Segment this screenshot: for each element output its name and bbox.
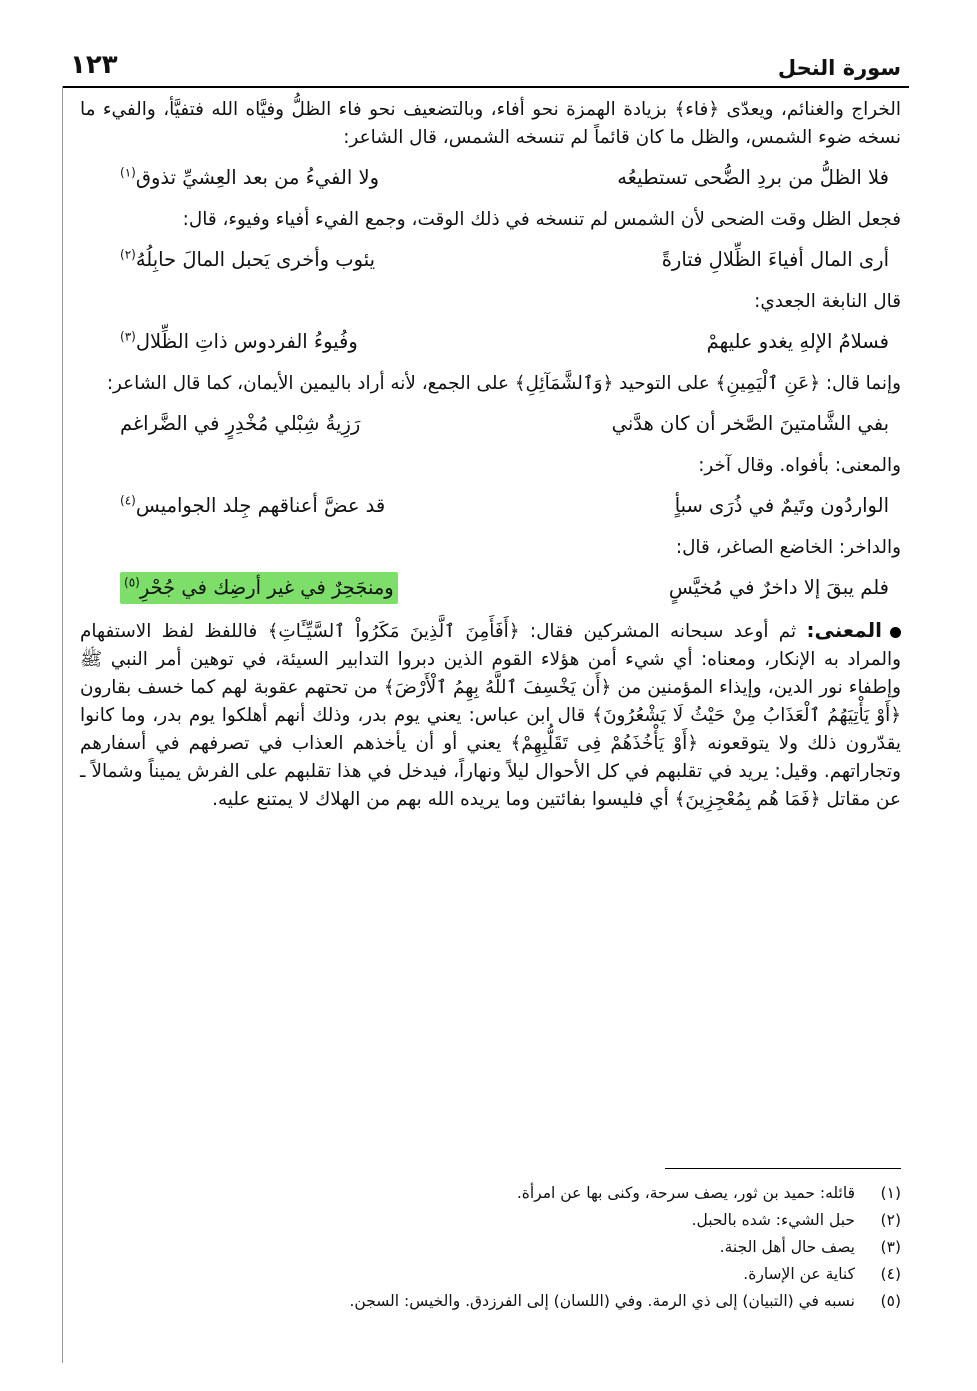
poem-hemistich-left: قد عضَّ أعناقهم جِلد الجواميس$^{(٤)}$ (120, 493, 386, 517)
poem-verse (80, 326, 901, 358)
footnote-text: يصف حال أهل الجنة. (719, 1238, 855, 1256)
footnote-marker[interactable]: (٣) (120, 329, 136, 344)
footnote (80, 1288, 901, 1315)
footnote-text: كناية عن الإسارة. (743, 1265, 855, 1283)
section-term: المعنى: (806, 618, 882, 642)
poem-hemistich-right: أرى المال أفياءَ الظِّلالِ فتارةً (661, 248, 889, 271)
footnote-marker[interactable]: (٢) (120, 247, 136, 262)
poem-verse (80, 490, 901, 522)
highlighted-text[interactable]: ومنجَحِرٌ في غير أرضِك في جُحْرِ$^{(٥)}$ (120, 572, 398, 604)
footnote (80, 1261, 901, 1288)
poem-verse (80, 162, 901, 194)
footnote-text: نسبه في (التبيان) إلى ذي الرمة. وفي (اللسان) إلى الفرزدق. والخيس: السجن. (349, 1292, 855, 1310)
bullet-icon (890, 627, 901, 638)
footnote-number: (٤) (880, 1265, 901, 1283)
footnote-marker[interactable]: (٥) (124, 575, 140, 590)
paragraph: الخراج والغنائم، ويعدّى ﴿فاء﴾ بزيادة الهمزة نحو أفاء، وبالتضعيف نحو فاء الظلُّ وفيَّاه الله فتفيَّأ، والفيء ما نسخه ضوء الشمس، والظل ما كان قائماً لم تنسخه الشمس، قال الشاعر: (80, 99, 901, 148)
footnote (80, 1180, 901, 1207)
poem-hemistich-right: فلا الظلُّ من بردِ الضُّحى تستطيعُه (617, 166, 889, 189)
surah-title: سورة النحل (777, 56, 901, 80)
poem-hemistich-right: الواردُون وتَيمٌ في ذُرَى سبأٍ (674, 494, 889, 517)
margin-line (62, 86, 63, 1363)
footnote-marker[interactable]: (١) (120, 165, 136, 180)
paragraph: والمعنى: بأفواه. وقال آخر: (698, 455, 901, 476)
meaning-paragraph (80, 616, 901, 814)
page-number: ١٢٣ (70, 50, 118, 80)
footnote-number: (٢) (880, 1211, 901, 1229)
paragraph: والداخر: الخاضع الصاغر، قال: (675, 537, 901, 558)
footnote-divider (665, 1168, 901, 1169)
meaning-text: ثم أوعد سبحانه المشركين فقال: ﴿أَفَأَمِنَ ٱلَّذِينَ مَكَرُواْ ٱلسَّيِّـَٔاتِ﴾ فاللفظ لفظ الاستفهام والمراد به الإنكار، ومعناه: أي شيء أمن هؤلاء القوم الذين دبروا التدابير السيئة، في توهين أمر النبي ﷺ وإطفاء نور الدين، وإيذاء المؤمنين من ﴿أَن يَخْسِفَ ٱللَّهُ بِهِمُ ٱلْأَرْضَ﴾ من تحتهم عقوبة لهم كما خسف بقارون ﴿أَوْ يَأْتِيَهُمُ ٱلْعَذَابُ مِنْ حَيْثُ لَا يَشْعُرُونَ﴾ قال ابن عباس: يعني يوم بدر، وذلك أنهم أهلكوا يوم بدر، وما كانوا يقدّرون ذلك ولا يتوقعونه ﴿أَوْ يَأْخُذَهُمْ فِى تَقَلُّبِهِمْ﴾ يعني أو أن يأخذهم العذاب في تصرفهم في أسفارهم وتجاراتهم. وقيل: يريد في تقلبهم في كل الأحوال ليلاً ونهاراً، فيدخل في هذا تقلبهم على الفرش يميناً وشمالاً ـ عن مقاتل ﴿فَمَا هُم بِمُعْجِزِينَ﴾ أي فليسوا بفائتين وما يريده الله بهم من الهلاك لا يمتنع عليه. (80, 621, 901, 810)
poem-hemistich-right: فلم يبقَ إلا داخرٌ في مُخيَّسٍ (668, 576, 889, 599)
paragraph: وإنما قال: ﴿عَنِ ٱلْيَمِينِ﴾ على التوحيد ﴿وَٱلشَّمَآئِلِ﴾ على الجمع، لأنه أراد باليمين الأيمان، كما قال الشاعر: (106, 373, 901, 394)
poem-hemistich-left: ولا الفيءُ من بعد العِشيِّ تذوق$^{(١)}$ (120, 165, 379, 189)
footnotes (80, 1180, 901, 1315)
footnote-text: حبل الشيء: شده بالحبل. (691, 1211, 855, 1229)
poem-hemistich-left: يئوب وأخرى يَحبل المالَ حابِلُهُ$^{(٢)}$ (120, 247, 376, 271)
paragraph: قال النابغة الجعدي: (754, 291, 901, 312)
poem-hemistich-left: رَزِيةُ شِبْلي مُخْدِرٍ في الضَّراغم (120, 412, 361, 435)
poem-verse (80, 572, 901, 604)
footnote-text: قائله: حميد بن ثور، يصف سرحة، وكنى بها عن امرأة. (516, 1184, 855, 1202)
footnote-marker[interactable]: (٤) (120, 493, 136, 508)
page-header (70, 40, 901, 80)
footnote-number: (٣) (880, 1238, 901, 1256)
poem-hemistich-right: فسلامُ الإلهِ يغدو عليهمْ (706, 330, 889, 353)
footnote (80, 1207, 901, 1234)
footnote-number: (١) (880, 1184, 901, 1202)
poem-verse (80, 244, 901, 276)
header-rule (62, 86, 909, 88)
paragraph: فجعل الظل وقت الضحى لأن الشمس لم تنسخه في ذلك الوقت، وجمع الفيء أفياء وفيوء، قال: (182, 209, 901, 230)
footnote-number: (٥) (880, 1292, 901, 1310)
poem-hemistich-right: بفي الشَّامتينَ الصَّخر أن كان هدَّني (611, 412, 889, 435)
main-text (80, 96, 901, 822)
footnote (80, 1234, 901, 1261)
poem-hemistich-left: وفُيوءُ الفردوس ذاتِ الظِّلال$^{(٣)}$ (120, 329, 358, 353)
poem-verse (80, 408, 901, 440)
